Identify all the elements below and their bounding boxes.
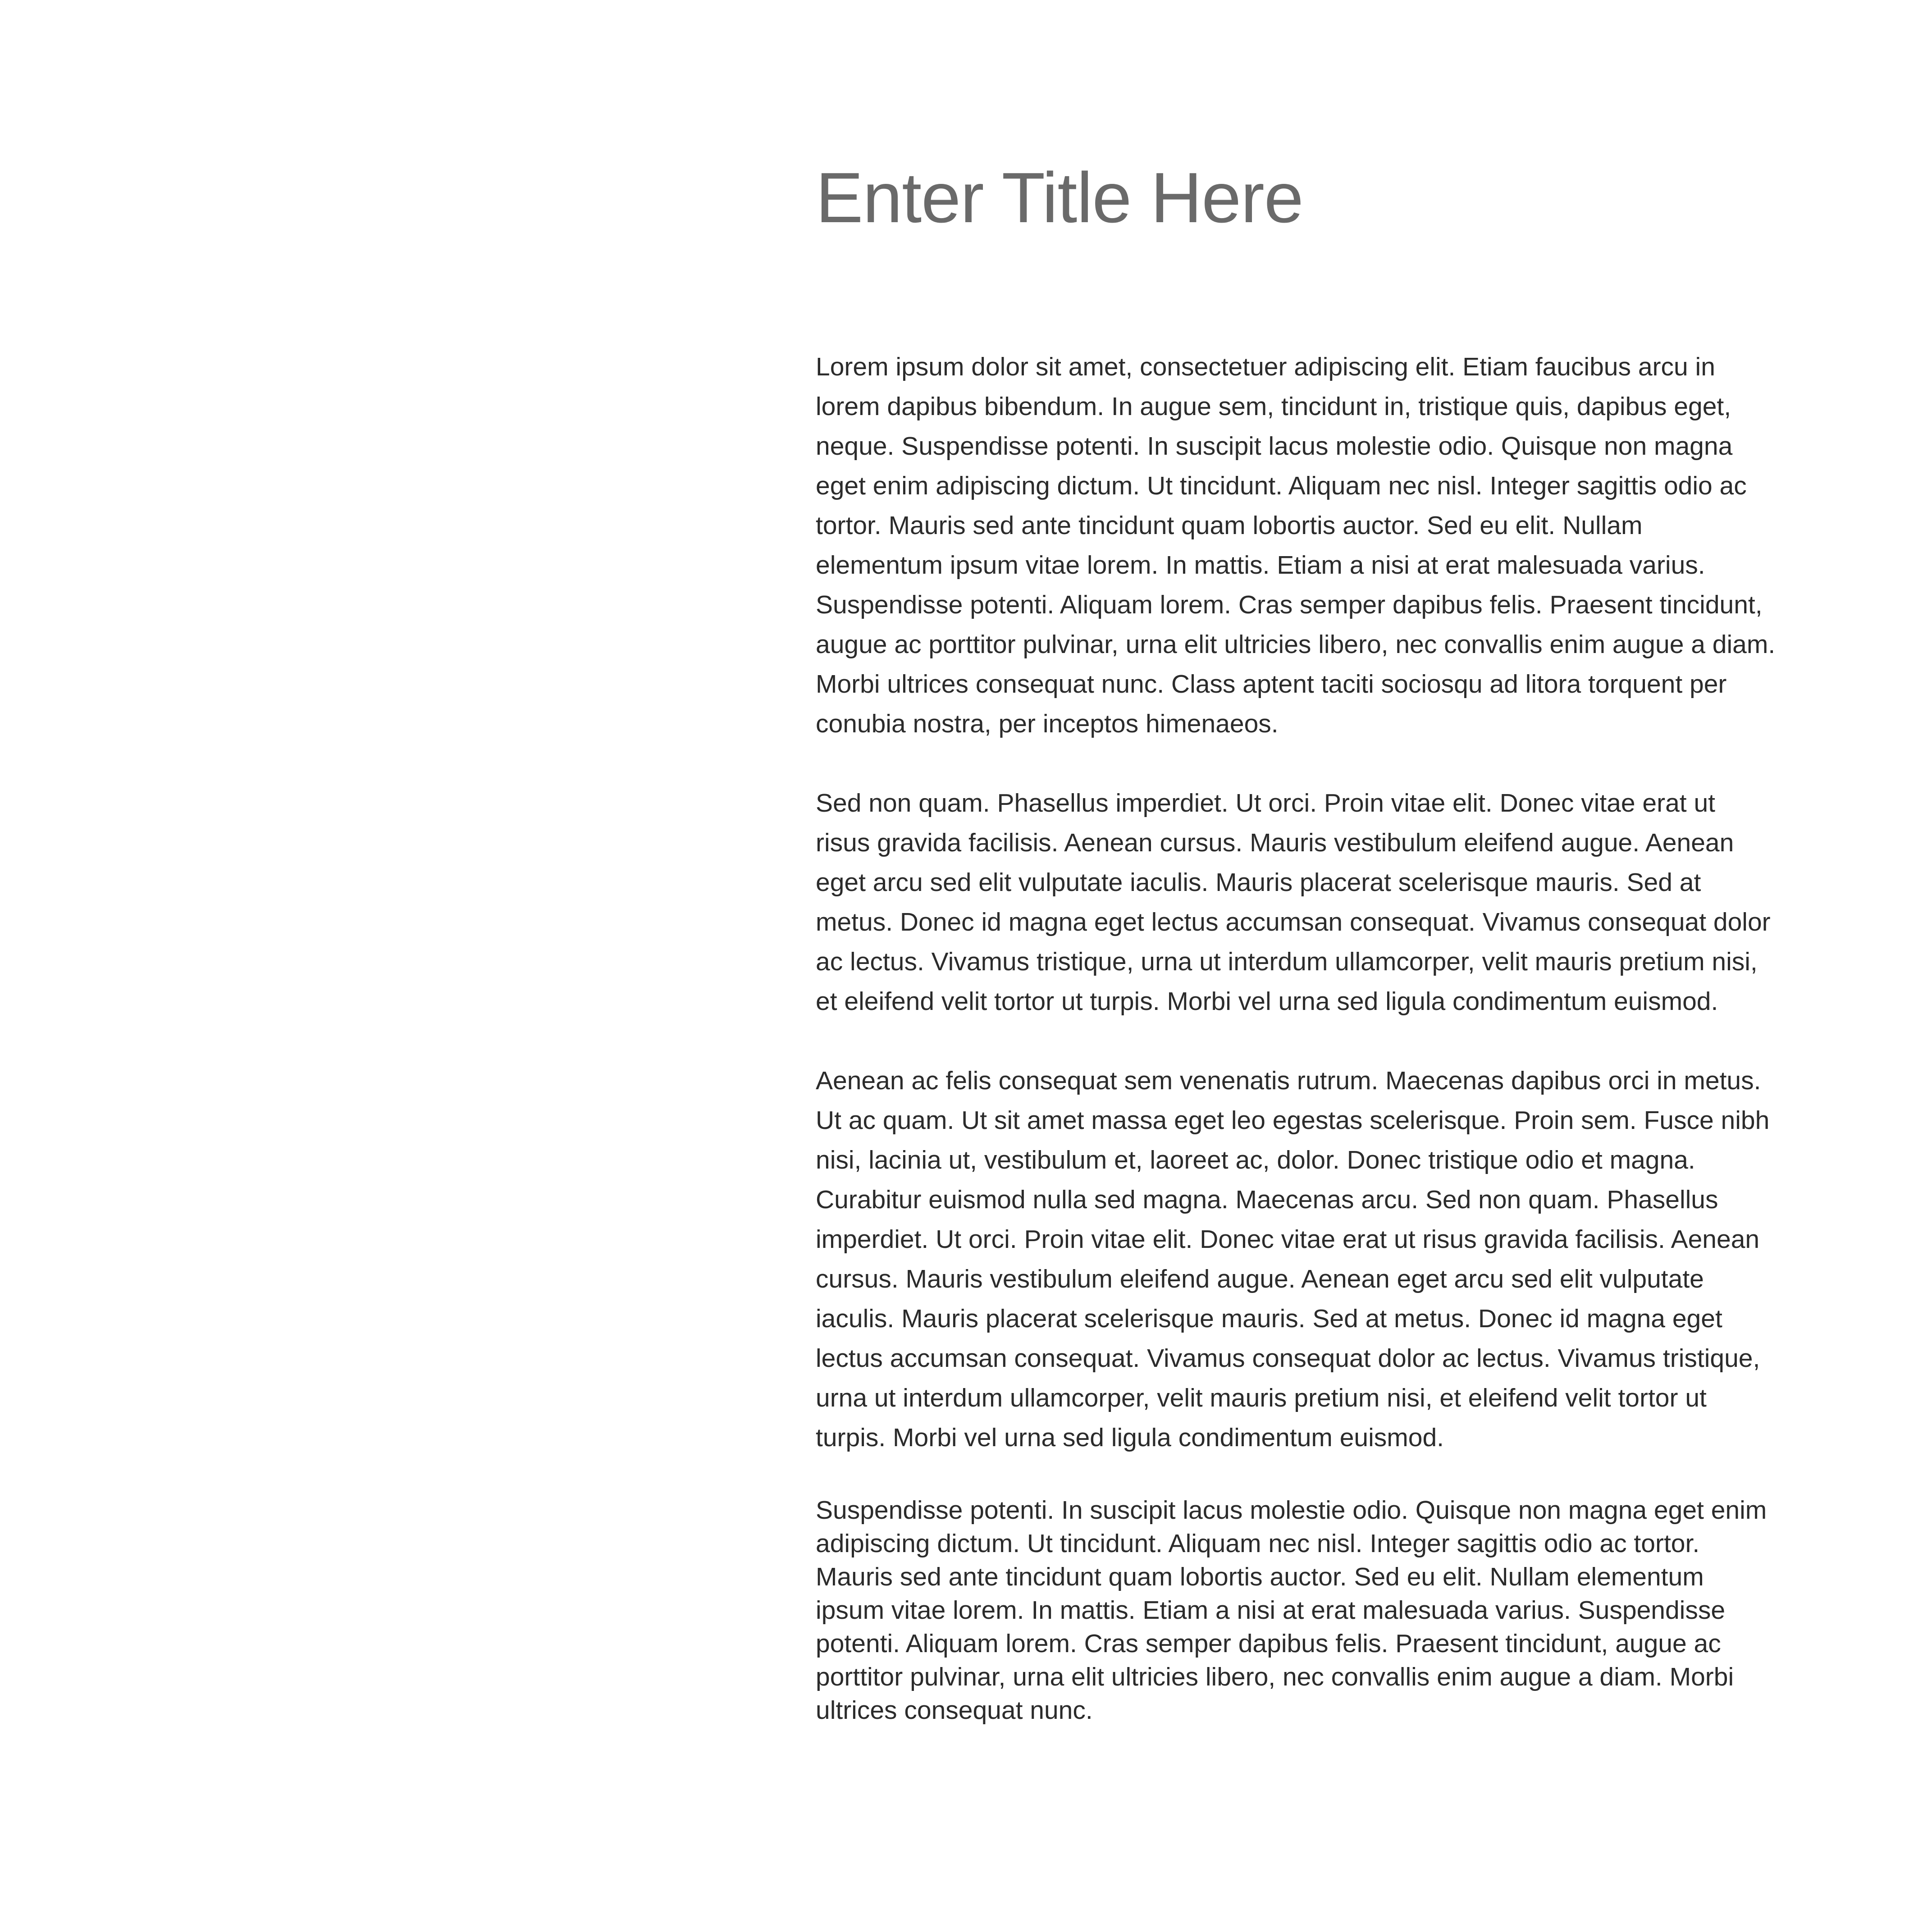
body-paragraph-4: Suspendisse potenti. In suscipit lacus molestie odio. Quisque non magna eget enim adipiscing dictum. Ut tincidunt. Aliquam nec nisl. Integer sagittis odio ac tortor. Mauris sed ante tincidunt quam lobortis auctor. Sed eu elit. Nullam elementum ipsum vitae lorem. In mattis. Etiam a nisi at erat malesuada varius. Suspendisse potenti. Aliquam lorem. Cras semper dapibus felis. Praesent tincidunt, augue ac porttitor pulvinar, urna elit ultricies libero, nec convallis enim augue a diam. Morbi ultrices consequat nunc. — [816, 1496, 1767, 1725]
body-paragraph-3: Aenean ac felis consequat sem venenatis rutrum. Maecenas dapibus orci in metus. Ut ac quam. Ut sit amet massa eget leo egestas scelerisque. Proin sem. Fusce nibh nisi, lacinia ut, vestibulum et, laoreet ac, dolor. Donec tristique odio et magna. Curabitur euismod nulla sed magna. Maecenas arcu. Sed non quam. Phasellus imperdiet. Ut orci. Proin vitae elit. Donec vitae erat ut risus gravida facilisis. Aenean cursus. Mauris vestibulum eleifend augue. Aenean eget arcu sed elit vulputate iaculis. Mauris placerat scelerisque mauris. Sed at metus. Donec id magna eget lectus accumsan consequat. Vivamus consequat dolor ac lectus. Vivamus tristique, urna ut interdum ullamcorper, velit mauris pretium nisi, et eleifend velit tortor ut turpis. Morbi vel urna sed ligula condimentum euismod. — [816, 1066, 1770, 1452]
body-paragraph-1: Lorem ipsum dolor sit amet, consectetuer adipiscing elit. Etiam faucibus arcu in lorem dapibus bibendum. In augue sem, tincidunt in, tristique quis, dapibus eget, neque. Suspendisse potenti. In suscipit lacus molestie odio. Quisque non magna eget enim adipiscing dictum. Ut tincidunt. Aliquam nec nisl. Integer sagittis odio ac tortor. Mauris sed ante tincidunt quam lobortis auctor. Sed eu elit. Nullam elementum ipsum vitae lorem. In mattis. Etiam a nisi at erat malesuada varius. Suspendisse potenti. Aliquam lorem. Cras semper dapibus felis. Praesent tincidunt, augue ac porttitor pulvinar, urna elit ultricies libero, nec convallis enim augue a diam. Morbi ultrices consequat nunc. Class aptent taciti sociosqu ad litora torquent per conubia nostra, per inceptos himenaeos. — [816, 352, 1776, 738]
document-body — [816, 347, 1776, 1727]
document-title: Enter Title Here — [816, 158, 1303, 238]
body-paragraph-2: Sed non quam. Phasellus imperdiet. Ut orci. Proin vitae elit. Donec vitae erat ut risus gravida facilisis. Aenean cursus. Mauris vestibulum eleifend augue. Aenean eget arcu sed elit vulputate iaculis. Mauris placerat scelerisque mauris. Sed at metus. Donec id magna eget lectus accumsan consequat. Vivamus consequat dolor ac lectus. Vivamus tristique, urna ut interdum ullamcorper, velit mauris pretium nisi, et eleifend velit tortor ut turpis. Morbi vel urna sed ligula condimentum euismod. — [816, 789, 1771, 1016]
